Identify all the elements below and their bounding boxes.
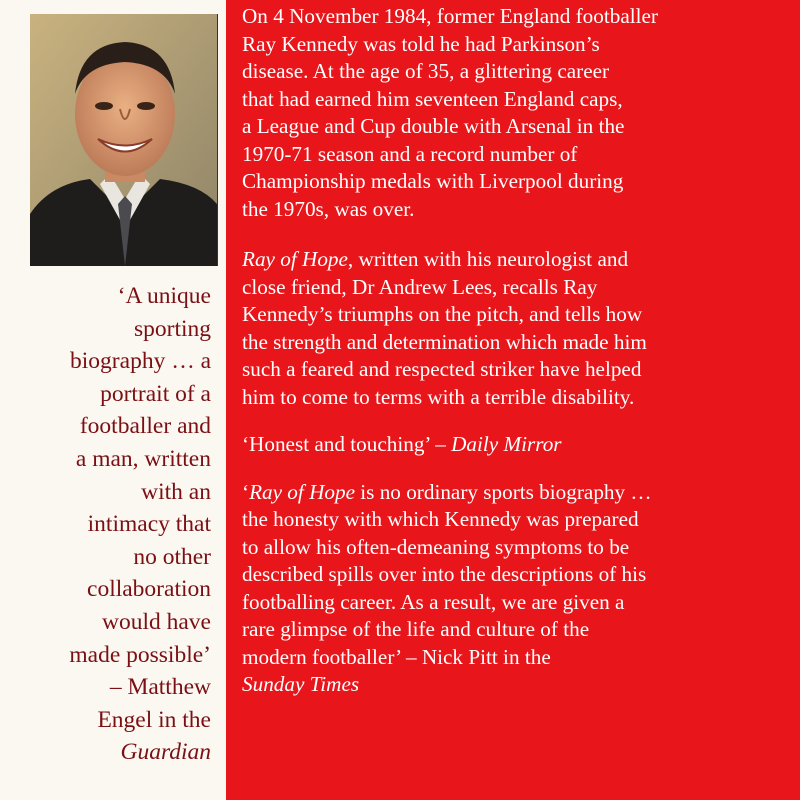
text-fragment: is no ordinary sports biography … [354,479,652,504]
left-panel [0,0,226,800]
author-portrait-photo [30,14,218,266]
text-line: Kennedy’s triumphs on the pitch, and tells how [242,302,643,326]
text-fragment: , written with his neurologist and [347,247,629,271]
quote-line: – Matthew [109,674,211,701]
text-line: close friend, Dr Andrew Lees, recalls Ray [242,274,598,299]
text-line: On 4 November 1984, former England footballer [242,4,658,28]
right-panel [226,0,800,800]
quote-source: Guardian [120,739,211,766]
quote-line: collaboration [87,576,211,603]
quote-line: footballer and [79,413,211,440]
text-line: such a feared and respected striker have helped [242,357,642,381]
review-source: Sunday Times [242,672,360,696]
blurb-text [242,3,794,719]
text-line: that had earned him seventeen England caps, [242,86,623,111]
pull-quote-guardian [20,280,211,769]
text-line: to allow his often-demeaning symptoms to be [242,534,630,559]
quote-line: would have [102,608,211,635]
quote-line: sporting [133,315,211,342]
text-line: footballing career. As a result, we are given a [242,589,625,614]
text-line [242,246,794,274]
text-line: disease. At the age of 35, a glittering career [242,59,610,83]
text-line: modern footballer’ – Nick Pitt in the [242,644,551,669]
quote-line: intimacy that [87,511,211,538]
text-line: a League and Cup double with Arsenal in the [242,114,625,138]
book-title: Ray of Hope [242,247,348,271]
review-quote: ‘Honest and touching’ – [242,432,452,456]
quote-line: biography … a [70,348,211,375]
text-line: Championship medals with Liverpool during [242,169,624,193]
book-title: Ray of Hope [249,479,355,504]
quote-line: with an [141,478,211,505]
intro-paragraph [242,3,794,223]
quote-line: ‘A unique [117,283,211,309]
quote-line: no other [133,543,211,570]
quote-line: made possible’ [69,641,211,668]
quote-line: a man, written [75,445,211,472]
summary-paragraph [242,246,794,411]
text-line [242,431,794,459]
text-line: Ray Kennedy was told he had Parkinson’s [242,31,600,56]
text-line: the strength and determination which made him [242,329,647,354]
open-quote: ‘ [242,479,250,504]
text-line: the honesty with which Kennedy was prepared [242,507,639,531]
text-line: the 1970s, was over. [242,196,415,221]
quote-line: portrait of a [100,380,211,407]
text-line [242,479,794,507]
text-line: rare glimpse of the life and culture of the [242,617,590,641]
review-daily-mirror [242,431,794,459]
text-line: 1970-71 season and a record number of [242,141,578,166]
review-sunday-times [242,479,794,699]
review-source: Daily Mirror [451,432,562,456]
text-line: him to come to terms with a terrible disability. [242,384,635,409]
text-line: described spills over into the descriptions of his [242,562,647,586]
quote-line: Engel in the [97,706,211,733]
